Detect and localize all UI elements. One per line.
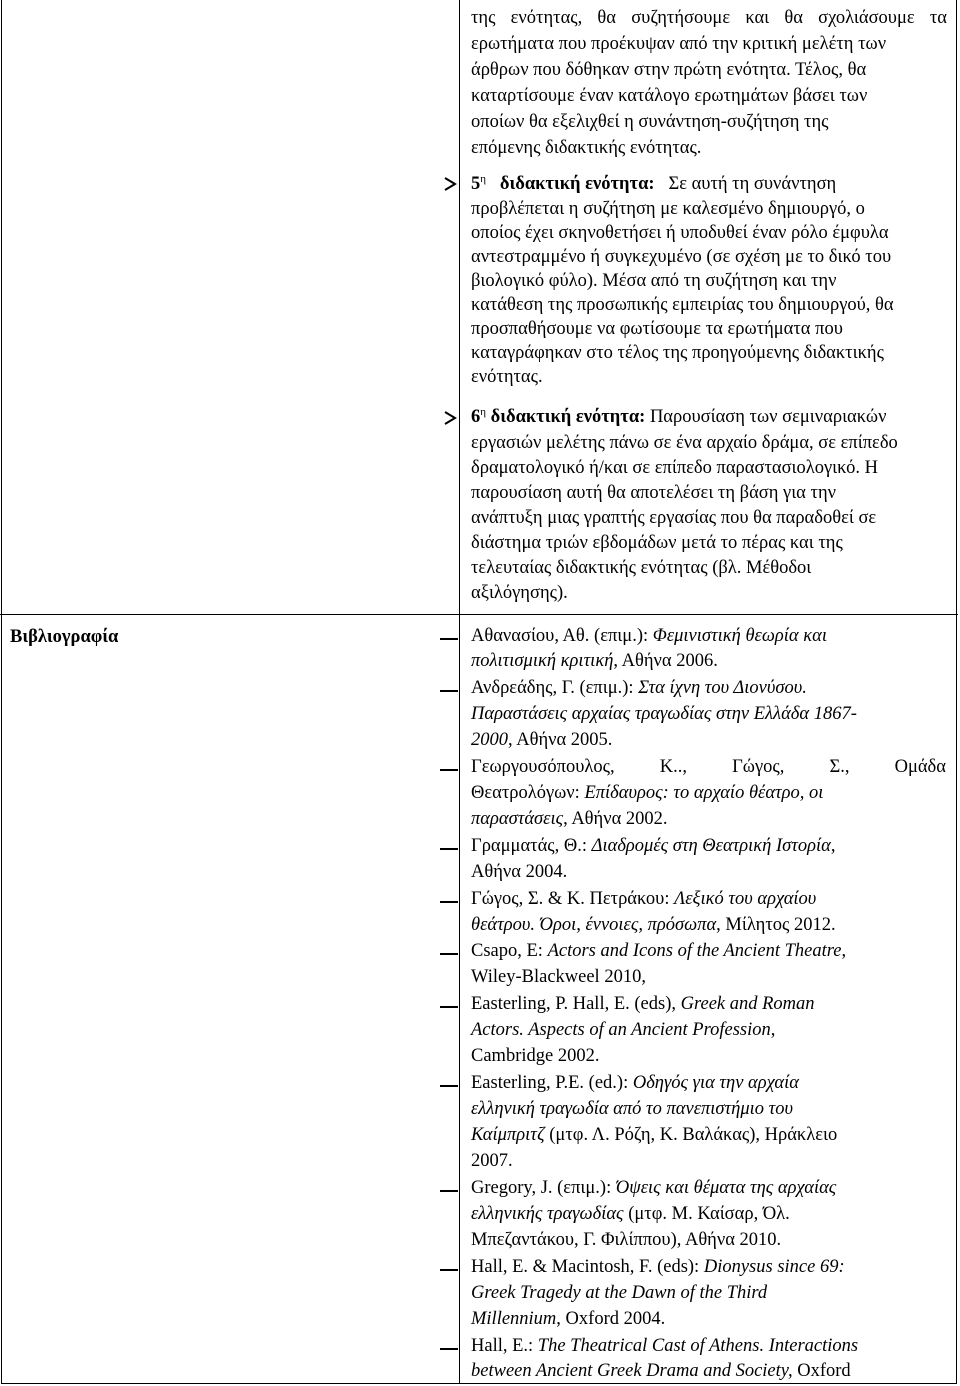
unit6-line: εργασιών μελέτης πάνω σε ένα αρχαίο δράμα, σε επίπεδο bbox=[471, 433, 898, 453]
unit5-sup: η bbox=[480, 173, 487, 185]
bibliography-label: Βιβλιογραφία bbox=[10, 627, 119, 647]
bullet-dash bbox=[440, 769, 458, 771]
word: και bbox=[745, 8, 770, 28]
unit5-line: κατάθεση της προσωπικής εμπειρίας του δημιουργού, θα bbox=[471, 295, 894, 315]
intro-line bbox=[471, 5, 947, 31]
bullet-dash bbox=[440, 690, 458, 692]
bullet-dash bbox=[440, 953, 458, 955]
bib-entry-line: θεάτρου. Όροι, έννοιες, πρόσωπα, Μίλητος 2012. bbox=[471, 915, 836, 935]
word: της bbox=[471, 8, 496, 28]
bullet-dash bbox=[440, 1269, 458, 1271]
bib-entry-line: Greek Tragedy at the Dawn of the Third bbox=[471, 1283, 768, 1303]
unit6-heading: διδακτική ενότητα: bbox=[490, 407, 646, 427]
unit6-line: ανάπτυξη μιας γραπτής εργασίας που θα παραδοθεί σε bbox=[471, 508, 877, 528]
intro-line: επόμενης διδακτικής ενότητας. bbox=[471, 138, 702, 158]
intro-line: ερωτήματα που προέκυψαν από την κριτική μελέτη των bbox=[471, 34, 887, 54]
unit5-line: βιολογικό φύλο). Μέσα από τη συζήτηση και την bbox=[471, 271, 837, 291]
bib-entry-line: Αθήνα 2004. bbox=[471, 862, 568, 882]
bib-entry-line: Μπεζαντάκου, Γ. Φιλίππου), Αθήνα 2010. bbox=[471, 1230, 782, 1250]
bib-entry-line: Καίμπριτζ (μτφ. Λ. Ρόζη, Κ. Βαλάκας), Ηράκλειο bbox=[471, 1125, 838, 1145]
bib-entry-line: Actors. Aspects of an Ancient Profession, bbox=[471, 1020, 776, 1040]
unit5-line: προβλέπεται η συζήτηση με καλεσμένο δημιουργό, ο bbox=[471, 199, 865, 219]
unit6-heading-line: $6^\eta$ διδακτική ενότητα: Παρουσίαση των σεμιναριακών bbox=[471, 406, 887, 427]
word: ενότητας, bbox=[510, 8, 583, 28]
word: Κ.., bbox=[659, 757, 687, 777]
bib-entry-line: Ανδρεάδης, Γ. (επιμ.): Στα ίχνη του Διονύσου. bbox=[471, 678, 807, 698]
intro-line: οποίων θα εξελιχθεί η συνάντηση-συζήτηση της bbox=[471, 112, 829, 132]
bib-entry-line: Easterling, P.E. (ed.): Οδηγός για την αρχαία bbox=[471, 1073, 799, 1093]
bib-entry-line: Hall, E. & Macintosh, F. (eds): Dionysus since 69: bbox=[471, 1257, 845, 1277]
word: Γεωργουσόπουλος, bbox=[471, 757, 615, 777]
bib-entry-line: Gregory, J. (επιμ.): Όψεις και θέματα της αρχαίας bbox=[471, 1178, 837, 1198]
bib-entry-line: 2007. bbox=[471, 1151, 513, 1171]
bib-entry-line bbox=[471, 754, 946, 780]
unit5-heading-line: $5^\eta$ διδακτική ενότητα: Σε αυτή τη συνάντηση bbox=[471, 173, 837, 194]
bib-entry-line: Easterling, P. Hall, E. (eds), Greek and Roman bbox=[471, 994, 815, 1014]
unit6-sup: η bbox=[480, 406, 487, 418]
bib-entry-line: Θεατρολόγων: Επίδαυρος: το αρχαίο θέατρο, οι bbox=[471, 783, 824, 803]
word: θα bbox=[597, 8, 616, 28]
bib-entry-line: Millennium, Oxford 2004. bbox=[471, 1309, 666, 1329]
bib-entry-line: Γραμματάς, Θ.: Διαδρομές στη Θεατρική Ιστορία, bbox=[471, 836, 836, 856]
bib-entry-line: ελληνικής τραγωδίας (μτφ. Μ. Καίσαρ, Όλ. bbox=[471, 1204, 790, 1224]
bullet-dash bbox=[440, 1348, 458, 1350]
bib-entry-line: Wiley-Blackweel 2010, bbox=[471, 967, 646, 987]
word: θα bbox=[784, 8, 803, 28]
arrow-bullet-icon bbox=[443, 176, 457, 192]
bullet-dash bbox=[440, 1085, 458, 1087]
unit5-line: καταγράφηκαν στο τέλος της προηγούμενης διδακτικής bbox=[471, 343, 884, 363]
word: τα bbox=[929, 8, 947, 28]
unit5-line: προσπαθήσουμε να φωτίσουμε τα ερωτήματα που bbox=[471, 319, 843, 339]
word: συζητήσουμε bbox=[631, 8, 731, 28]
bib-entry-line: Hall, E.: The Theatrical Cast of Athens. Interactions bbox=[471, 1336, 859, 1356]
bib-entry-line: Αθανασίου, Αθ. (επιμ.): Φεμινιστική θεωρία και bbox=[471, 626, 827, 646]
intro-line: άρθρων που δόθηκαν στην πρώτη ενότητα. Τέλος, θα bbox=[471, 60, 867, 80]
unit5-line: οποίος έχει σκηνοθετήσει ή υποδυθεί έναν ρόλο έμφυλα bbox=[471, 223, 889, 243]
unit6-line: δραματολογικό ή/και σε επίπεδο παραστασιολογικό. Η bbox=[471, 458, 878, 478]
bib-entry-line: πολιτισμική κριτική, Αθήνα 2006. bbox=[471, 651, 718, 671]
bib-entry-line: ελληνική τραγωδία από το πανεπιστήμιο του bbox=[471, 1099, 793, 1119]
bullet-dash bbox=[440, 638, 458, 640]
unit6-line: αξιλόγησης). bbox=[471, 583, 568, 603]
word: σχολιάσουμε bbox=[818, 8, 915, 28]
word: Ομάδα bbox=[894, 757, 946, 777]
unit6-line: τελευταίας διδακτικής ενότητας (βλ. Μέθοδοι bbox=[471, 558, 812, 578]
row-divider bbox=[0, 614, 958, 615]
unit6-line: παρουσίαση αυτή θα αποτελέσει τη βάση για την bbox=[471, 483, 836, 503]
bib-entry-line: Παραστάσεις αρχαίας τραγωδίας στην Ελλάδα 1867- bbox=[471, 704, 857, 724]
bib-entry-line: παραστάσεις, Αθήνα 2002. bbox=[471, 809, 668, 829]
word: Σ., bbox=[829, 757, 850, 777]
bib-entry-line: between Ancient Greek Drama and Society, Oxford bbox=[471, 1361, 851, 1381]
unit5-number: 5 bbox=[471, 174, 481, 194]
bib-entry-line: 2000, Αθήνα 2005. bbox=[471, 730, 613, 750]
bullet-dash bbox=[440, 1190, 458, 1192]
unit6-number: 6 bbox=[471, 407, 481, 427]
bullet-dash bbox=[440, 848, 458, 850]
column-divider bbox=[459, 0, 460, 1384]
unit5-line: αντεστραμμένο ή συγκεχυμένο (σε σχέση με το δικό του bbox=[471, 247, 892, 267]
bib-entry-line: Γώγος, Σ. & Κ. Πετράκου: Λεξικό του αρχαίου bbox=[471, 889, 817, 909]
unit5-heading: διδακτική ενότητα: bbox=[499, 174, 655, 194]
bullet-dash bbox=[440, 901, 458, 903]
bib-entry-line: Csapo, E: Actors and Icons of the Ancient Theatre, bbox=[471, 941, 847, 961]
bullet-dash bbox=[440, 1006, 458, 1008]
bib-entry-line: Cambridge 2002. bbox=[471, 1046, 600, 1066]
word: Γώγος, bbox=[732, 757, 785, 777]
unit6-line: διάστημα τριών εβδομάδων μετά το πέρας και της bbox=[471, 533, 843, 553]
arrow-bullet-icon bbox=[443, 410, 457, 426]
unit5-line: ενότητας. bbox=[471, 367, 543, 387]
intro-line: καταρτίσουμε έναν κατάλογο ερωτημάτων βάσει των bbox=[471, 86, 868, 106]
